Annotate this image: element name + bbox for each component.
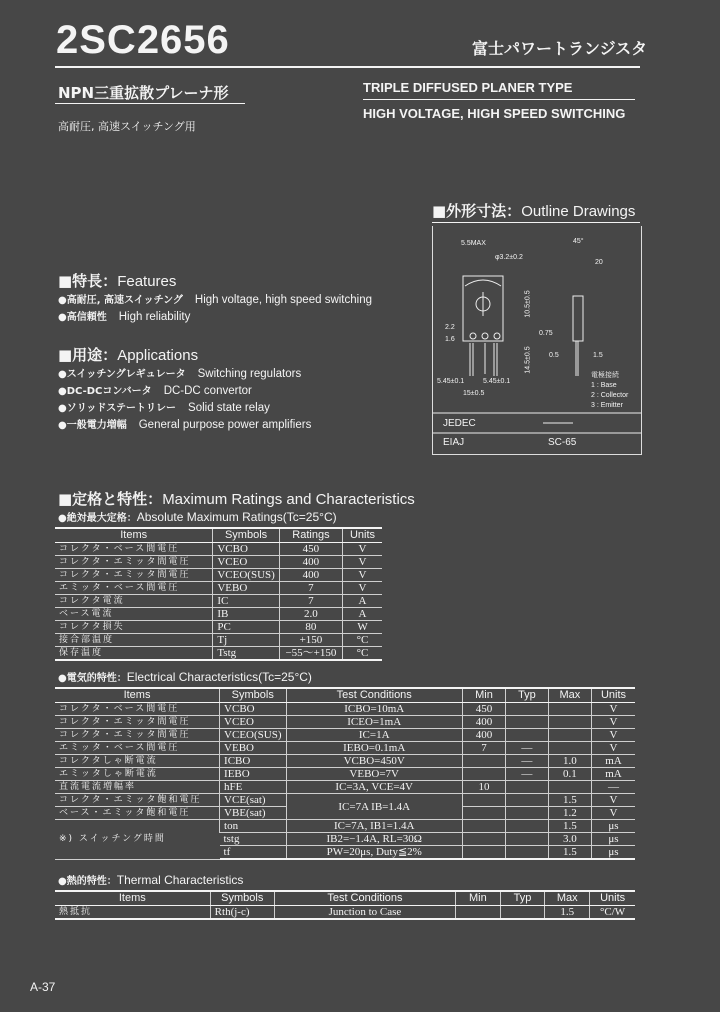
jp-use-label: 高耐圧, 高速スイッチング用: [58, 120, 196, 133]
pin-label: 3 : Emitter: [591, 402, 623, 409]
table-cell: 80: [279, 621, 342, 634]
table-cell: —: [591, 781, 635, 794]
dim-label: 2.2: [445, 324, 455, 331]
table-cell: V: [343, 582, 382, 595]
table-cell: mA: [591, 755, 635, 768]
table-row: [55, 820, 635, 833]
en-use-label: HIGH VOLTAGE, HIGH SPEED SWITCHING: [363, 106, 626, 121]
table-cell: [506, 794, 549, 807]
table-cell: +150: [279, 634, 342, 647]
table-cell: コレクタ・ベース間電圧: [55, 543, 213, 556]
table-cell: VEBO: [220, 742, 286, 755]
column-header: Typ: [500, 891, 545, 906]
table-cell: エミッタ・ベース間電圧: [55, 582, 213, 595]
table-cell: V: [591, 742, 635, 755]
table-cell: V: [591, 703, 635, 716]
table-cell: V: [591, 716, 635, 729]
table-cell: 接合部温度: [55, 634, 213, 647]
table-cell: 3.0: [548, 833, 591, 846]
table-row: [55, 703, 635, 716]
table-cell: [548, 703, 591, 716]
column-header: Max: [548, 688, 591, 703]
table-cell: IC=3A, VCE=4V: [286, 781, 462, 794]
table-row: [55, 634, 382, 647]
table-cell: ICBO: [220, 755, 286, 768]
table-cell: 450: [279, 543, 342, 556]
abs-max-heading: ●絶対最大定格：Absolute Maximum Ratings(Tc=25°C): [58, 510, 337, 524]
table-cell: [506, 833, 549, 846]
item-en: DC-DC convertor: [163, 385, 252, 397]
table-cell: [462, 755, 505, 768]
applications-item: [58, 416, 311, 431]
applications-item: [58, 399, 270, 414]
table-row: [55, 906, 635, 920]
thermal-characteristics-table: [55, 890, 635, 920]
table-cell: IB2=−1.4A, RL=30Ω: [286, 833, 462, 846]
column-header: Items: [55, 688, 220, 703]
features-item: [58, 308, 190, 323]
table-cell: 400: [279, 556, 342, 569]
table-cell: 7: [462, 742, 505, 755]
table-cell: VCE(sat): [220, 794, 286, 807]
column-header: Test Conditions: [286, 688, 462, 703]
abs-max-ratings-table: [55, 527, 382, 661]
table-cell: IC=7A IB=1.4A: [286, 794, 462, 820]
table-cell: VCEO: [220, 716, 286, 729]
table-cell: [500, 906, 545, 920]
item-en: Solid state relay: [188, 402, 270, 414]
table-cell: —: [506, 755, 549, 768]
table-cell: PC: [213, 621, 279, 634]
table-cell: A: [343, 595, 382, 608]
column-header: Min: [456, 891, 501, 906]
table-cell: 400: [462, 716, 505, 729]
item-en: General purpose power amplifiers: [138, 419, 312, 431]
electrical-characteristics-table: [55, 687, 635, 860]
table-cell: 1.2: [548, 807, 591, 820]
part-number-title: 2SC2656: [56, 18, 230, 62]
table-cell: ICBO=10mA: [286, 703, 462, 716]
table-row: [55, 729, 635, 742]
table-cell: IEBO: [220, 768, 286, 781]
dim-label: 1.6: [445, 336, 455, 343]
table-row: [55, 543, 382, 556]
jp-type-label: NPN三重拡散プレーナ形: [58, 84, 229, 102]
table-cell: コレクタしゃ断電流: [55, 755, 220, 768]
dim-label: 5.45±0.1: [483, 378, 511, 385]
table-cell: μs: [591, 846, 635, 860]
table-cell: 400: [462, 729, 505, 742]
table-cell: [506, 846, 549, 860]
table-cell: 熱抵抗: [55, 906, 210, 920]
table-cell: W: [343, 621, 382, 634]
dim-label: 5.45±0.1: [437, 378, 465, 385]
table-cell: [506, 820, 549, 833]
column-header: Typ: [506, 688, 549, 703]
table-cell: [506, 703, 549, 716]
column-header: Min: [462, 688, 505, 703]
thermal-heading: ●熱的特性：Thermal Characteristics: [58, 873, 244, 887]
table-row: [55, 595, 382, 608]
table-cell: μs: [591, 833, 635, 846]
table-cell: VCEO(SUS): [220, 729, 286, 742]
item-en: Switching regulators: [197, 368, 302, 380]
table-row: [55, 621, 382, 634]
table-cell: 2.0: [279, 608, 342, 621]
table-cell: [462, 807, 505, 820]
table-cell: VCBO=450V: [286, 755, 462, 768]
column-header: Items: [55, 891, 210, 906]
column-header: Units: [591, 688, 635, 703]
outline-drawing: [432, 226, 642, 455]
page-number: A-37: [30, 980, 56, 994]
brand-label: 富士パワートランジスタ: [472, 39, 648, 58]
table-cell: [462, 846, 505, 860]
table-cell: —: [506, 742, 549, 755]
item-en: High voltage, high speed switching: [194, 294, 372, 306]
table-row: [55, 781, 635, 794]
features-item: [58, 291, 372, 306]
table-row: [55, 768, 635, 781]
table-cell: [462, 820, 505, 833]
table-cell: 保存温度: [55, 647, 213, 661]
column-header: Units: [343, 528, 382, 543]
table-cell: コレクタ損失: [55, 621, 213, 634]
dim-label: 0.75: [539, 330, 553, 337]
eiaj-value: SC-65: [548, 437, 577, 448]
table-cell: mA: [591, 768, 635, 781]
table-cell: 400: [279, 569, 342, 582]
table-cell: °C/W: [590, 906, 635, 920]
table-cell: [506, 729, 549, 742]
table-cell: Rth(j-c): [210, 906, 274, 920]
en-type-underline: [363, 99, 635, 100]
item-jp: ●高信頼性: [58, 312, 107, 323]
outline-heading: ■外形寸法：Outline Drawings: [432, 202, 636, 220]
table-cell: [462, 833, 505, 846]
table-cell: VCEO(SUS): [213, 569, 279, 582]
ratings-heading: ■定格と特性：Maximum Ratings and Characteristics: [58, 490, 415, 508]
table-cell: [506, 807, 549, 820]
applications-item: [58, 365, 301, 380]
table-row: [55, 582, 382, 595]
table-cell: IC=7A, IB1=1.4A: [286, 820, 462, 833]
outline-divider: [432, 222, 640, 223]
table-cell: [548, 716, 591, 729]
table-cell: 1.0: [548, 755, 591, 768]
table-cell: tf: [220, 846, 286, 860]
table-row: [55, 716, 635, 729]
table-cell: Tj: [213, 634, 279, 647]
table-cell: hFE: [220, 781, 286, 794]
table-cell: °C: [343, 647, 382, 661]
item-jp: ●一般電力増幅: [58, 420, 127, 431]
column-header: Max: [545, 891, 590, 906]
pin-table-title: 電極接続: [591, 372, 619, 379]
item-en: High reliability: [118, 311, 191, 323]
item-jp: ●高耐圧, 高速スイッチング: [58, 295, 183, 306]
dim-label: 10.5±0.5: [524, 290, 532, 318]
table-row: [55, 569, 382, 582]
table-cell: 0.1: [548, 768, 591, 781]
dim-label: 5.5MAX: [461, 240, 486, 247]
column-header: Test Conditions: [274, 891, 455, 906]
table-cell: °C: [343, 634, 382, 647]
item-jp: ●スイッチングレギュレータ: [58, 369, 186, 380]
table-cell: [548, 729, 591, 742]
electrical-heading: ●電気的特性：Electrical Characteristics(Tc=25°C): [58, 670, 312, 684]
table-cell: μs: [591, 820, 635, 833]
column-header: Items: [55, 528, 213, 543]
table-cell: VCBO: [220, 703, 286, 716]
dim-label: φ3.2±0.2: [495, 254, 523, 261]
table-cell: 1.5: [548, 794, 591, 807]
table-cell: V: [591, 794, 635, 807]
applications-heading: ■用途：Applications: [58, 346, 199, 364]
dim-label: 15±0.5: [463, 390, 485, 397]
table-cell: ベース電流: [55, 608, 213, 621]
features-heading: ■特長：Features: [58, 272, 177, 290]
table-cell: IC: [213, 595, 279, 608]
en-type-label: TRIPLE DIFFUSED PLANER TYPE: [363, 80, 573, 95]
table-cell: V: [343, 569, 382, 582]
table-row: [55, 742, 635, 755]
table-cell: 1.5: [548, 846, 591, 860]
dim-label: 1.5: [593, 352, 603, 359]
table-cell: VBE(sat): [220, 807, 286, 820]
table-cell: VCEO: [213, 556, 279, 569]
table-cell: IB: [213, 608, 279, 621]
table-cell: V: [343, 556, 382, 569]
table-cell: V: [343, 543, 382, 556]
table-cell: [506, 716, 549, 729]
jp-type-underline: [55, 103, 245, 104]
column-header: Ratings: [279, 528, 342, 543]
table-cell: ベース・エミッタ飽和電圧: [55, 807, 220, 820]
table-cell: [456, 906, 501, 920]
table-cell: 450: [462, 703, 505, 716]
item-jp: ●DC-DCコンバータ: [58, 386, 152, 397]
dim-label: 14.5±0.5: [524, 346, 532, 374]
table-cell: VEBO: [213, 582, 279, 595]
table-cell: コレクタ・エミッタ間電圧: [55, 729, 220, 742]
table-row: [55, 556, 382, 569]
table-cell: [548, 781, 591, 794]
table-cell: コレクタ電流: [55, 595, 213, 608]
table-cell: 10: [462, 781, 505, 794]
table-cell: IC=1A: [286, 729, 462, 742]
table-cell: A: [343, 608, 382, 621]
table-cell: ICEO=1mA: [286, 716, 462, 729]
table-cell: コレクタ・エミッタ間電圧: [55, 556, 213, 569]
table-cell: PW=20μs, Duty≦2%: [286, 846, 462, 860]
column-header: Symbols: [220, 688, 286, 703]
table-cell: 直流電流増幅率: [55, 781, 220, 794]
pin-label: 1 : Base: [591, 382, 617, 389]
table-row: [55, 608, 382, 621]
table-cell: Junction to Case: [274, 906, 455, 920]
header-divider: [55, 66, 640, 68]
table-cell: VCBO: [213, 543, 279, 556]
table-row: [55, 755, 635, 768]
dim-label: 45°: [573, 238, 584, 245]
dim-label: 20: [595, 259, 603, 266]
table-cell: コレクタ・ベース間電圧: [55, 703, 220, 716]
table-cell: 1.5: [548, 820, 591, 833]
table-cell: —: [506, 768, 549, 781]
table-cell: ton: [220, 820, 286, 833]
table-cell: tstg: [220, 833, 286, 846]
jedec-label: JEDEC: [443, 418, 476, 429]
eiaj-label: EIAJ: [443, 437, 465, 448]
item-jp: ●ソリッドステートリレー: [58, 403, 177, 414]
table-cell: V: [591, 729, 635, 742]
pin-label: 2 : Collector: [591, 392, 629, 399]
table-cell: [462, 768, 505, 781]
table-cell: エミッタしゃ断電流: [55, 768, 220, 781]
column-header: Symbols: [210, 891, 274, 906]
table-row: [55, 794, 635, 807]
table-cell: ※) スイッチング時間: [55, 820, 220, 860]
table-cell: 7: [279, 582, 342, 595]
table-cell: コレクタ・エミッタ飽和電圧: [55, 794, 220, 807]
table-cell: エミッタ・ベース間電圧: [55, 742, 220, 755]
column-header: Symbols: [213, 528, 279, 543]
table-cell: −55〜+150: [279, 647, 342, 661]
table-cell: IEBO=0.1mA: [286, 742, 462, 755]
table-cell: 1.5: [545, 906, 590, 920]
table-row: [55, 647, 382, 661]
table-cell: VEBO=7V: [286, 768, 462, 781]
table-cell: 7: [279, 595, 342, 608]
table-cell: [506, 781, 549, 794]
table-cell: [462, 794, 505, 807]
dim-label: 0.5: [549, 352, 559, 359]
applications-item: [58, 382, 252, 397]
table-cell: コレクタ・エミッタ間電圧: [55, 716, 220, 729]
table-cell: [548, 742, 591, 755]
table-cell: コレクタ・エミッタ間電圧: [55, 569, 213, 582]
column-header: Units: [590, 891, 635, 906]
table-cell: Tstg: [213, 647, 279, 661]
table-cell: V: [591, 807, 635, 820]
